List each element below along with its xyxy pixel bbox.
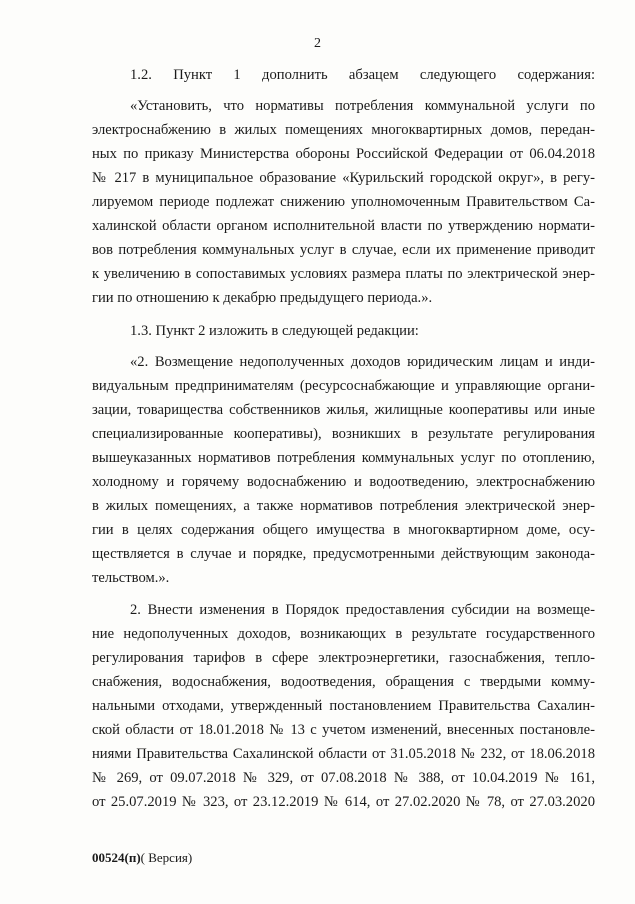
paragraph-line: ние недополученных доходов, возникающих в результате государственного (92, 626, 595, 642)
paragraph-line: ниями Правительства Сахалинской области от 31.05.2018 № 232, от 18.06.2018 (92, 746, 595, 762)
paragraph-line: вов потребления коммунальных услуг в случае, если их применение приводит (92, 242, 595, 258)
paragraph-line: лируемом периоде подлежат снижению уполномоченным Правительством Са- (92, 194, 595, 210)
paragraph-line: электроснабжению в жилых помещениях многоквартирных домов, передан- (92, 122, 595, 138)
paragraph-line: ществляется в случае и порядке, предусмотренными действующим законода- (92, 546, 595, 562)
paragraph-line: видуальным предпринимателям (ресурсоснабжающие и управляющие органи- (92, 378, 595, 394)
paragraph-line: «2. Возмещение недополученных доходов юридическим лицам и инди- (130, 354, 595, 370)
document-version: ( Версия) (140, 850, 193, 865)
paragraph-line: халинской области органом исполнительной власти по утверждению нормати- (92, 218, 595, 234)
paragraph-line: ных по приказу Министерства обороны Российской Федерации от 06.04.2018 (92, 146, 595, 162)
paragraph-line: от 25.07.2019 № 323, от 23.12.2019 № 614, от 27.02.2020 № 78, от 27.03.2020 (92, 794, 595, 810)
document-footer (92, 850, 192, 866)
paragraph-line: вышеуказанных нормативов потребления коммунальных услуг по отоплению, (92, 450, 595, 466)
paragraph-line: гии в целях содержания общего имущества в многоквартирном доме, осу- (92, 522, 595, 538)
paragraph-line: зации, товарищества собственников жилья, жилищные кооперативы или иные (92, 402, 595, 418)
paragraph-line: № 217 в муниципальное образование «Курильский городской округ», в регу- (92, 170, 595, 186)
paragraph-line: 1.3. Пункт 2 изложить в следующей редакции: (130, 323, 419, 339)
page-number: 2 (314, 36, 321, 51)
paragraph-line: 2. Внести изменения в Порядок предоставления субсидии на возмеще- (130, 602, 595, 618)
paragraph-line: 1.2. Пункт 1 дополнить абзацем следующего содержания: (130, 67, 595, 83)
paragraph-line: № 269, от 09.07.2018 № 329, от 07.08.2018 № 388, от 10.04.2019 № 161, (92, 770, 595, 786)
paragraph-line: специализированные кооперативы), возникших в результате регулирования (92, 426, 595, 442)
paragraph-line: тельством.». (92, 570, 170, 586)
paragraph-line: холодному и горячему водоснабжению и водоотведению, электроснабжению (92, 474, 595, 490)
paragraph-line: «Установить, что нормативы потребления коммунальной услуги по (130, 98, 595, 114)
paragraph-line: регулирования тарифов в сфере электроэнергетики, газоснабжения, тепло- (92, 650, 595, 666)
paragraph-line: нальными отходами, утвержденный постановлением Правительства Сахалин- (92, 698, 595, 714)
paragraph-line: ской области от 18.01.2018 № 13 с учетом изменений, внесенных постановле- (92, 722, 595, 738)
paragraph-line: снабжения, водоснабжения, водоотведения, обращения с твердыми комму- (92, 674, 595, 690)
paragraph-line: в жилых помещениях, а также нормативов потребления электрической энер- (92, 498, 595, 514)
paragraph-line: к увеличению в сопоставимых условиях размера платы по электрической энер- (92, 266, 595, 282)
paragraph-line: гии по отношению к декабрю предыдущего периода.». (92, 290, 433, 306)
document-code: 00524(п) (92, 850, 141, 865)
